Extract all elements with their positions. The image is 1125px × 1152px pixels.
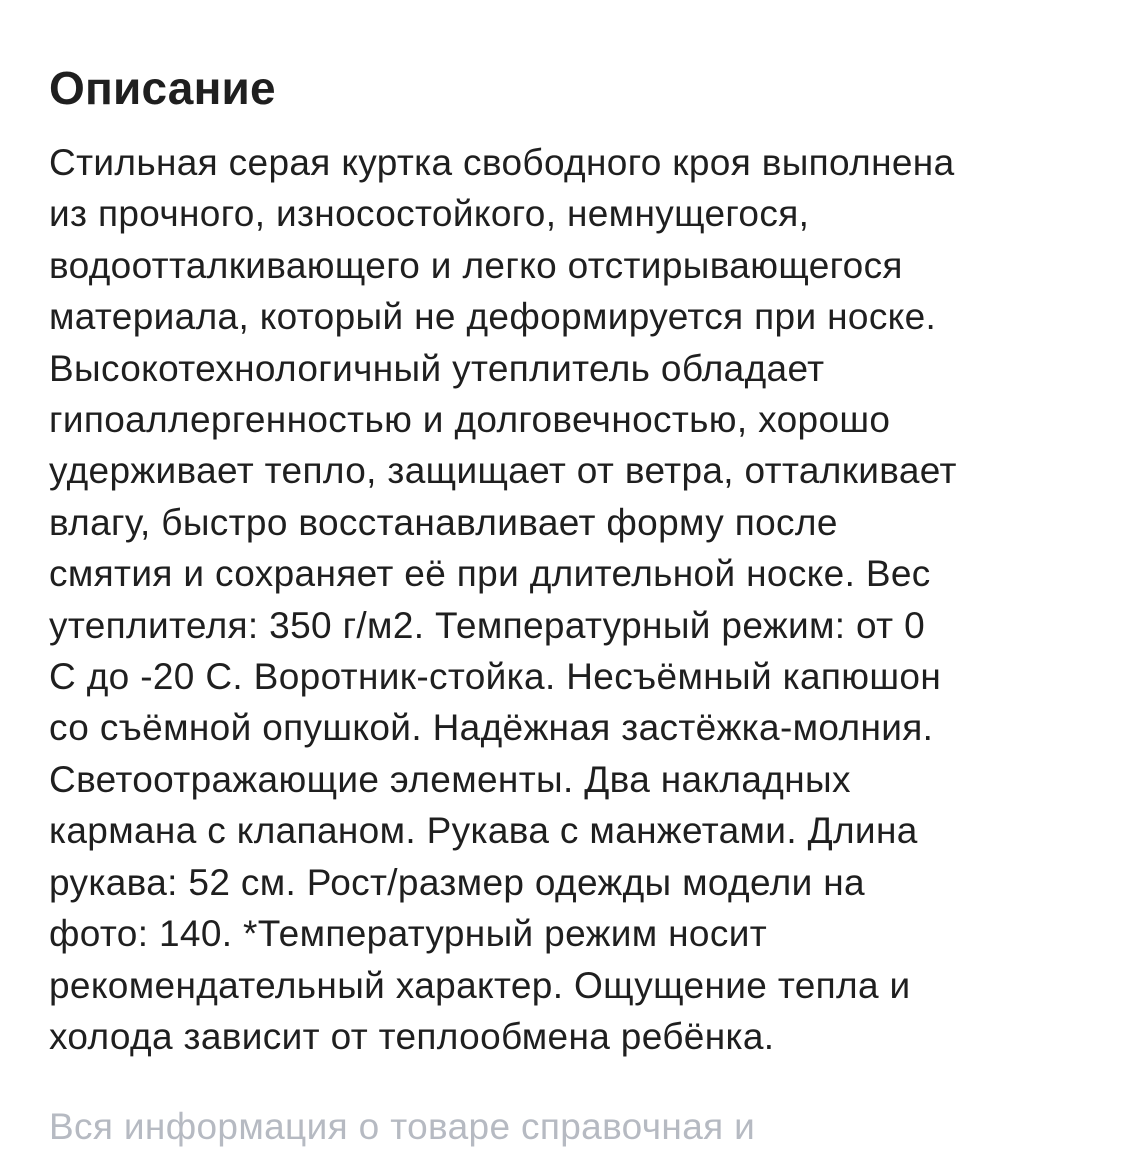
- description-line: рукава: 52 см. Рост/размер одежды модели на: [49, 861, 865, 903]
- description-line: Стильная серая куртка свободного кроя выполнена: [49, 142, 955, 183]
- description-line: кармана с клапаном. Рукава с манжетами. Длина: [49, 810, 918, 852]
- description-line: влагу, быстро восстанавливает форму после: [49, 501, 838, 543]
- description-line: холода зависит от теплообмена ребёнка.: [49, 1015, 775, 1057]
- description-line: рекомендательный характер. Ощущение тепла и: [49, 964, 911, 1006]
- description-line: смятия и сохраняет её при длительной носке. Вес: [49, 553, 931, 595]
- description-line: фото: 140. *Температурный режим носит: [49, 913, 768, 955]
- description-line: из прочного, износостойкого, немнущегося,: [49, 193, 810, 235]
- reference-info-note: Вся информация о товаре справочная и: [49, 1106, 756, 1147]
- description-line: гипоаллергенностью и долговечностью, хорошо: [49, 399, 891, 441]
- description-line: водоотталкивающего и легко отстирывающегося: [49, 244, 903, 286]
- description-line: С до -20 С. Воротник-стойка. Несъёмный капюшон: [49, 656, 942, 698]
- description-line: удерживает тепло, защищает от ветра, отталкивает: [49, 450, 957, 492]
- description-line: Высокотехнологичный утеплитель обладает: [49, 347, 825, 389]
- description-line: со съёмной опушкой. Надёжная застёжка-молния.: [49, 707, 934, 749]
- description-line: материала, который не деформируется при носке.: [49, 296, 937, 338]
- description-line: Светоотражающие элементы. Два накладных: [49, 758, 851, 800]
- description-line: утеплителя: 350 г/м2. Температурный режим: от 0: [49, 604, 925, 646]
- description-text: [49, 137, 1099, 1062]
- description-title: Описание: [49, 62, 276, 114]
